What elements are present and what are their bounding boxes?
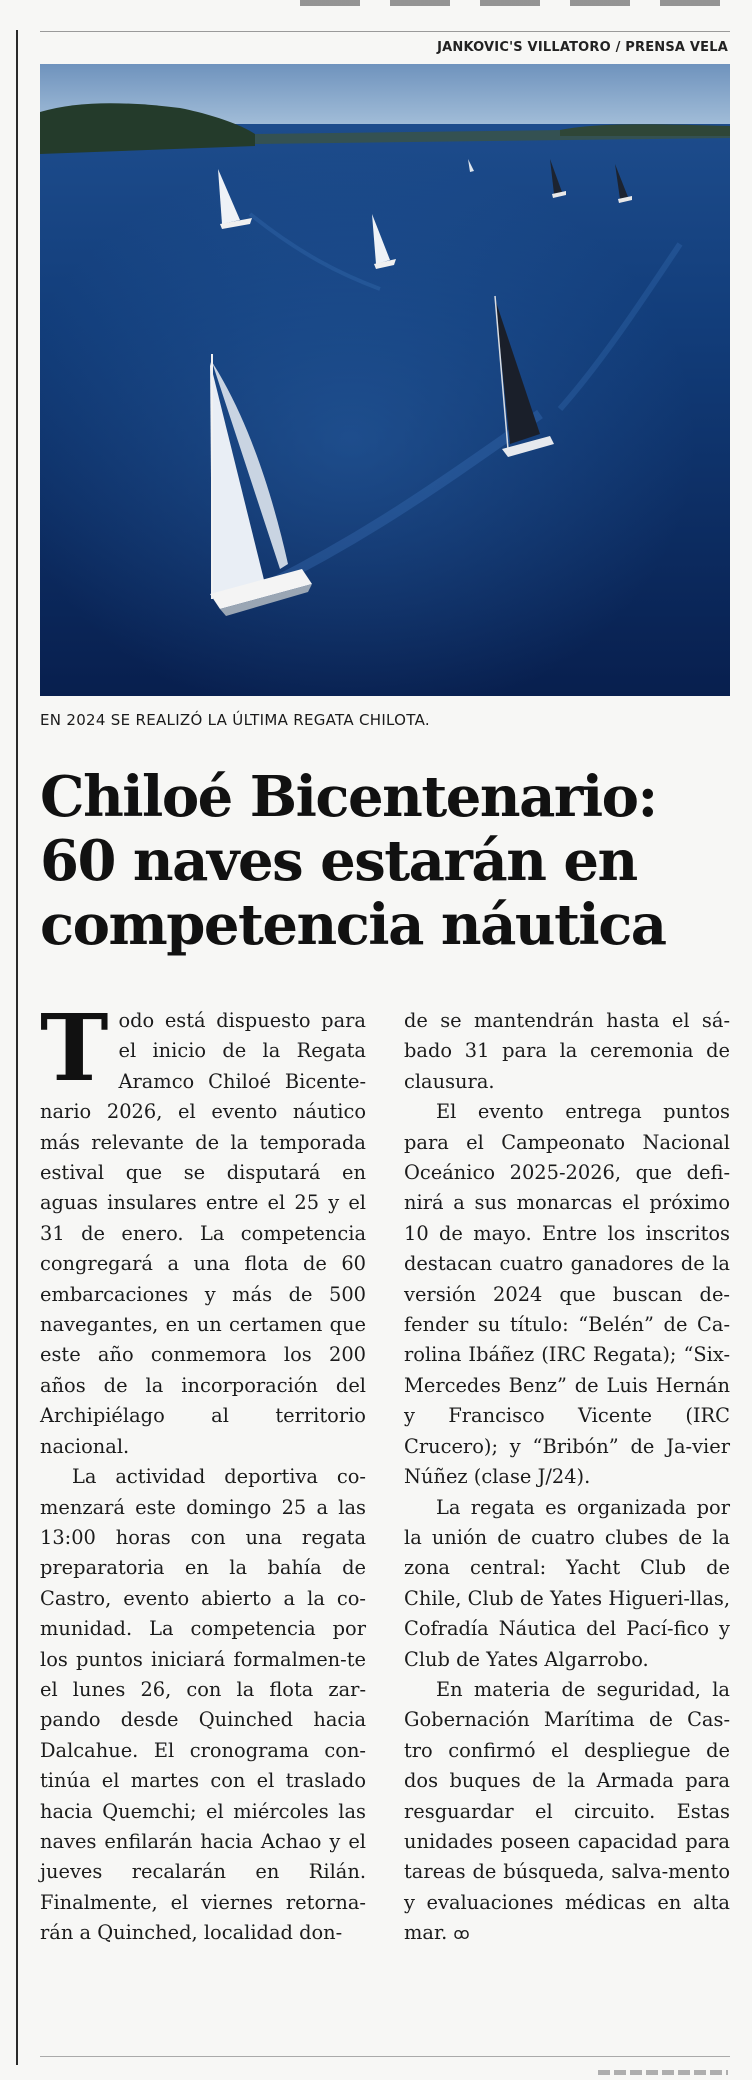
paragraph-1 [40,994,366,1462]
photo-credit: JANKOVIC'S VILLATORO / PRENSA VELA [437,40,728,55]
paragraph-2: La actividad deportiva co-menzará este domingo 25 a las 13:00 horas con una regata preparatoria en la bahía de Castro, evento abierto a la co-munidad. La competencia por los puntos iniciará formalmen-te el lunes 26, con la flota zar-pando desde Quinched hacia Dalcahue. El cronograma con-tinúa el martes con el traslado hacia Quemchi; el miércoles las naves enfilarán hacia Achao y el jueves recalarán en Rilán. Finalmente, el viernes retorna-rán a Quinched, localidad don- [40,1465,366,1945]
paragraph-4: El evento entrega puntos para el Campeonato Nacional Oceánico 2025-2026, que defi-nirá a sus monarcas el próximo 10 de mayo. Entre los inscritos destacan cuatro ganadores de la versión 2024 que buscan de-fender su título: “Belén” de Ca-rolina Ibáñez (IRC Regata); “Six-Mercedes Benz” de Luis Hernán y Francisco Vicente (IRC Crucero); y “Bribón” de Ja-vier Núñez (clase J/24). [404,1100,730,1489]
headline-line-1: Chiloé Bicentenario: [40,764,657,830]
end-mark-icon: ꝏ [453,1924,470,1944]
paragraph-3: de se mantendrán hasta el sá-bado 31 para la ceremonia de clausura. [404,1009,730,1093]
article-headline [40,765,740,957]
sailboats-aerial-image [40,64,730,696]
paragraph-1-text: odo está dispuesto para el inicio de la Regata Aramco Chiloé Bicente-nario 2026, el evento náutico más relevante de la temporada estival que se disputará en aguas insulares entre el 25 y el 31 de enero. La competencia congregará a una flota de 60 embarcaciones y más de 500 navegantes, en un certamen que este año conmemora los 200 años de la incorporación del Archipiélago al territorio nacional. [40,1009,366,1458]
previous-page-text-fragment [300,0,720,6]
paragraph-5: La regata es organizada por la unión de cuatro clubes de la zona central: Yacht Club de Chile, Club de Yates Higueri-llas, Cofradía Náutica del Pací-fico y Club de Yates Algarrobo. [404,1495,730,1671]
headline-line-2: 60 naves estarán en [40,828,637,894]
photo-caption: EN 2024 SE REALIZÓ LA ÚLTIMA REGATA CHILOTA. [40,711,430,729]
paragraph-6-text: En materia de seguridad, la Gobernación Marítima de Cas-tro confirmó el despliegue de dos buques de la Armada para resguardar el circuito. Estas unidades poseen capacidad para tareas de búsqueda, salva-mento y evaluaciones médicas en alta mar. [404,1677,730,1945]
article-column-left [40,994,366,1949]
paragraph-6 [404,1675,730,1950]
article-column-right [404,1006,730,1950]
bottom-rule [40,2056,730,2057]
top-rule [40,31,730,32]
headline-line-3: competencia náutica [40,892,666,958]
footer-text-fragment [598,2070,728,2075]
regatta-photo [40,64,730,696]
drop-cap: T [40,994,109,1102]
column-divider-rule [16,30,18,2065]
